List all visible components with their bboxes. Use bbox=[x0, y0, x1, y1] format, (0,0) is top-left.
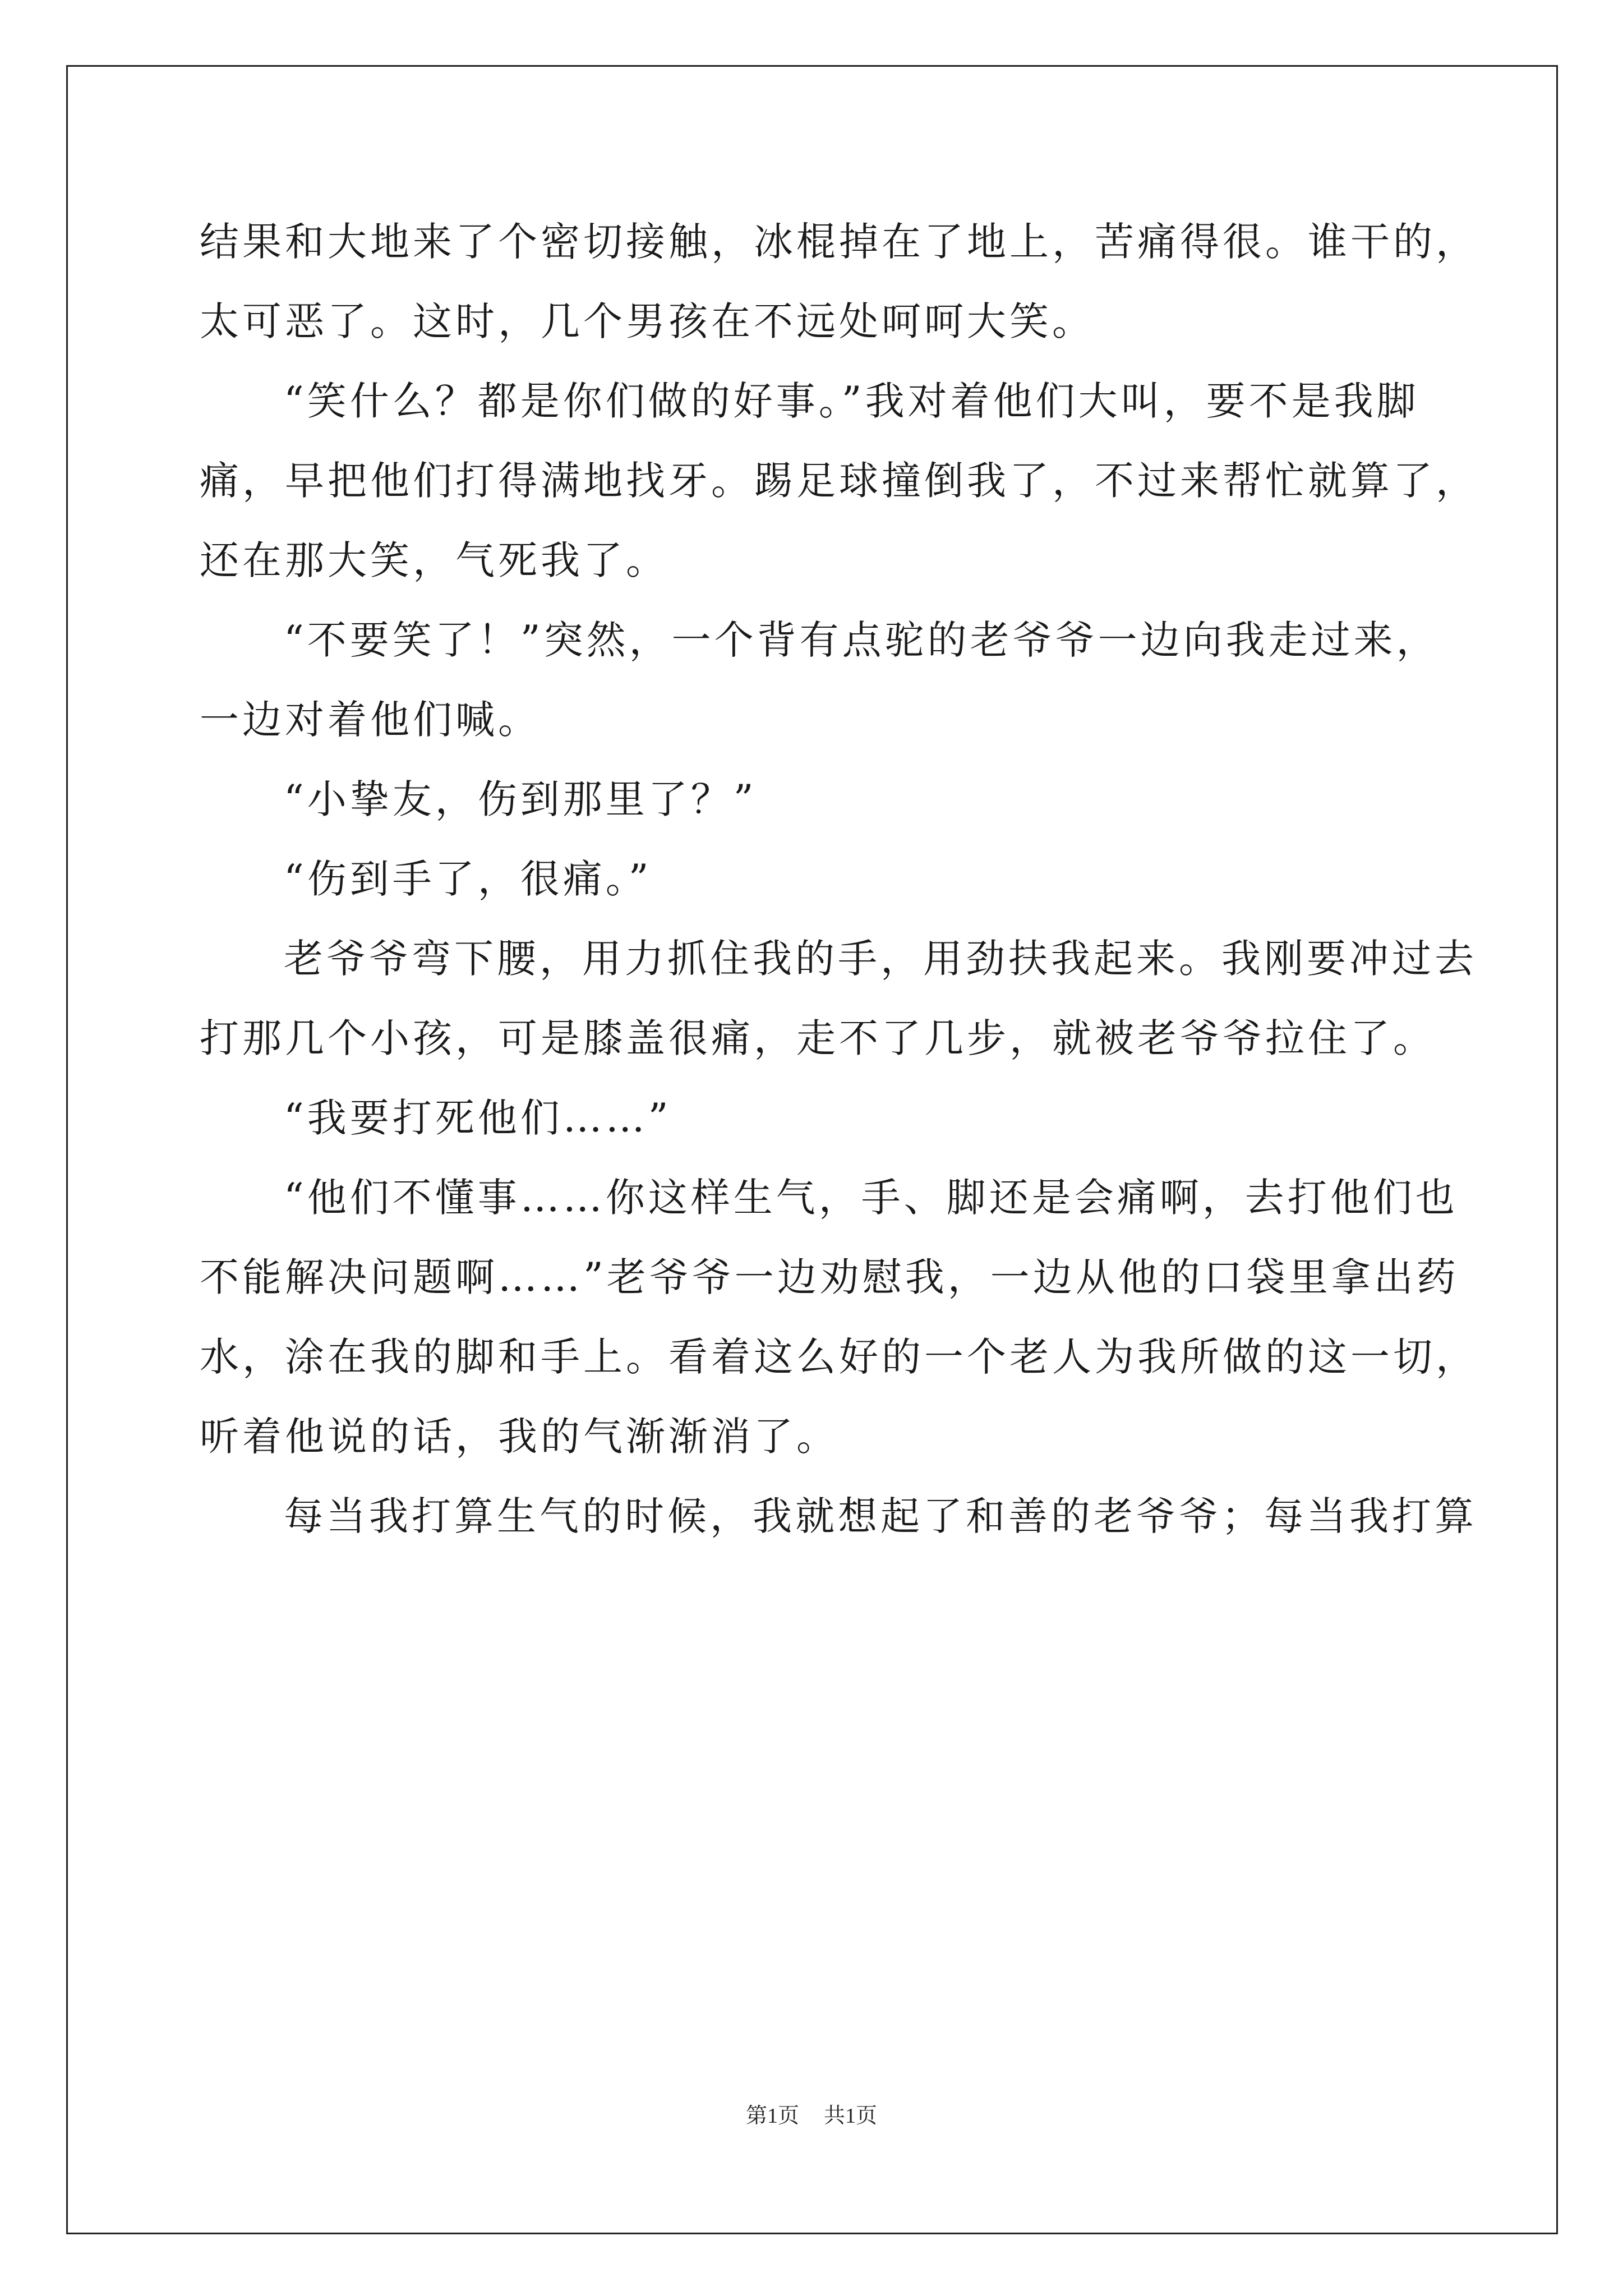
text-line: “小挚友，伤到那里了？” bbox=[284, 776, 757, 822]
text-line: 每当我打算生气的时候，我就想起了和善的老爷爷；每当我打算 bbox=[284, 1493, 1477, 1539]
page-number-total: 共1页 bbox=[824, 2104, 878, 2128]
text-line: 水，涂在我的脚和手上。看着这么好的一个老人为我所做的这一切， bbox=[200, 1334, 1478, 1380]
text-line: 不能解决问题啊……”老爷爷一边劝慰我，一边从他的口袋里拿出药 bbox=[200, 1254, 1459, 1300]
text-line: 一边对着他们喊。 bbox=[200, 697, 541, 743]
document-body bbox=[200, 202, 1478, 1556]
text-line: 还在那大笑，气死我了。 bbox=[200, 537, 668, 583]
text-line: “我要打死他们……” bbox=[284, 1095, 672, 1141]
text-line: 老爷爷弯下腰，用力抓住我的手，用劲扶我起来。我刚要冲过去 bbox=[284, 936, 1477, 982]
text-line: “他们不懂事……你这样生气，手、脚还是会痛啊，去打他们也 bbox=[284, 1175, 1458, 1221]
text-line: “笑什么？都是你们做的好事。”我对着他们大叫，要不是我脚 bbox=[284, 378, 1419, 424]
page-number-current: 第1页 bbox=[745, 2104, 799, 2128]
text-line: 太可恶了。这时，几个男孩在不远处呵呵大笑。 bbox=[200, 298, 1095, 344]
text-line: 结果和大地来了个密切接触，冰棍掉在了地上，苦痛得很。谁干的， bbox=[200, 219, 1478, 265]
text-line: 痛，早把他们打得满地找牙。踢足球撞倒我了，不过来帮忙就算了， bbox=[200, 458, 1478, 504]
page-footer bbox=[0, 2098, 1623, 2129]
text-line: “不要笑了！”突然，一个背有点驼的老爷爷一边向我走过来， bbox=[284, 617, 1439, 663]
text-line: 听着他说的话，我的气渐渐消了。 bbox=[200, 1414, 839, 1460]
text-line: 打那几个小孩，可是膝盖很痛，走不了几步，就被老爷爷拉住了。 bbox=[200, 1015, 1436, 1061]
text-line: “伤到手了，很痛。” bbox=[284, 856, 652, 902]
